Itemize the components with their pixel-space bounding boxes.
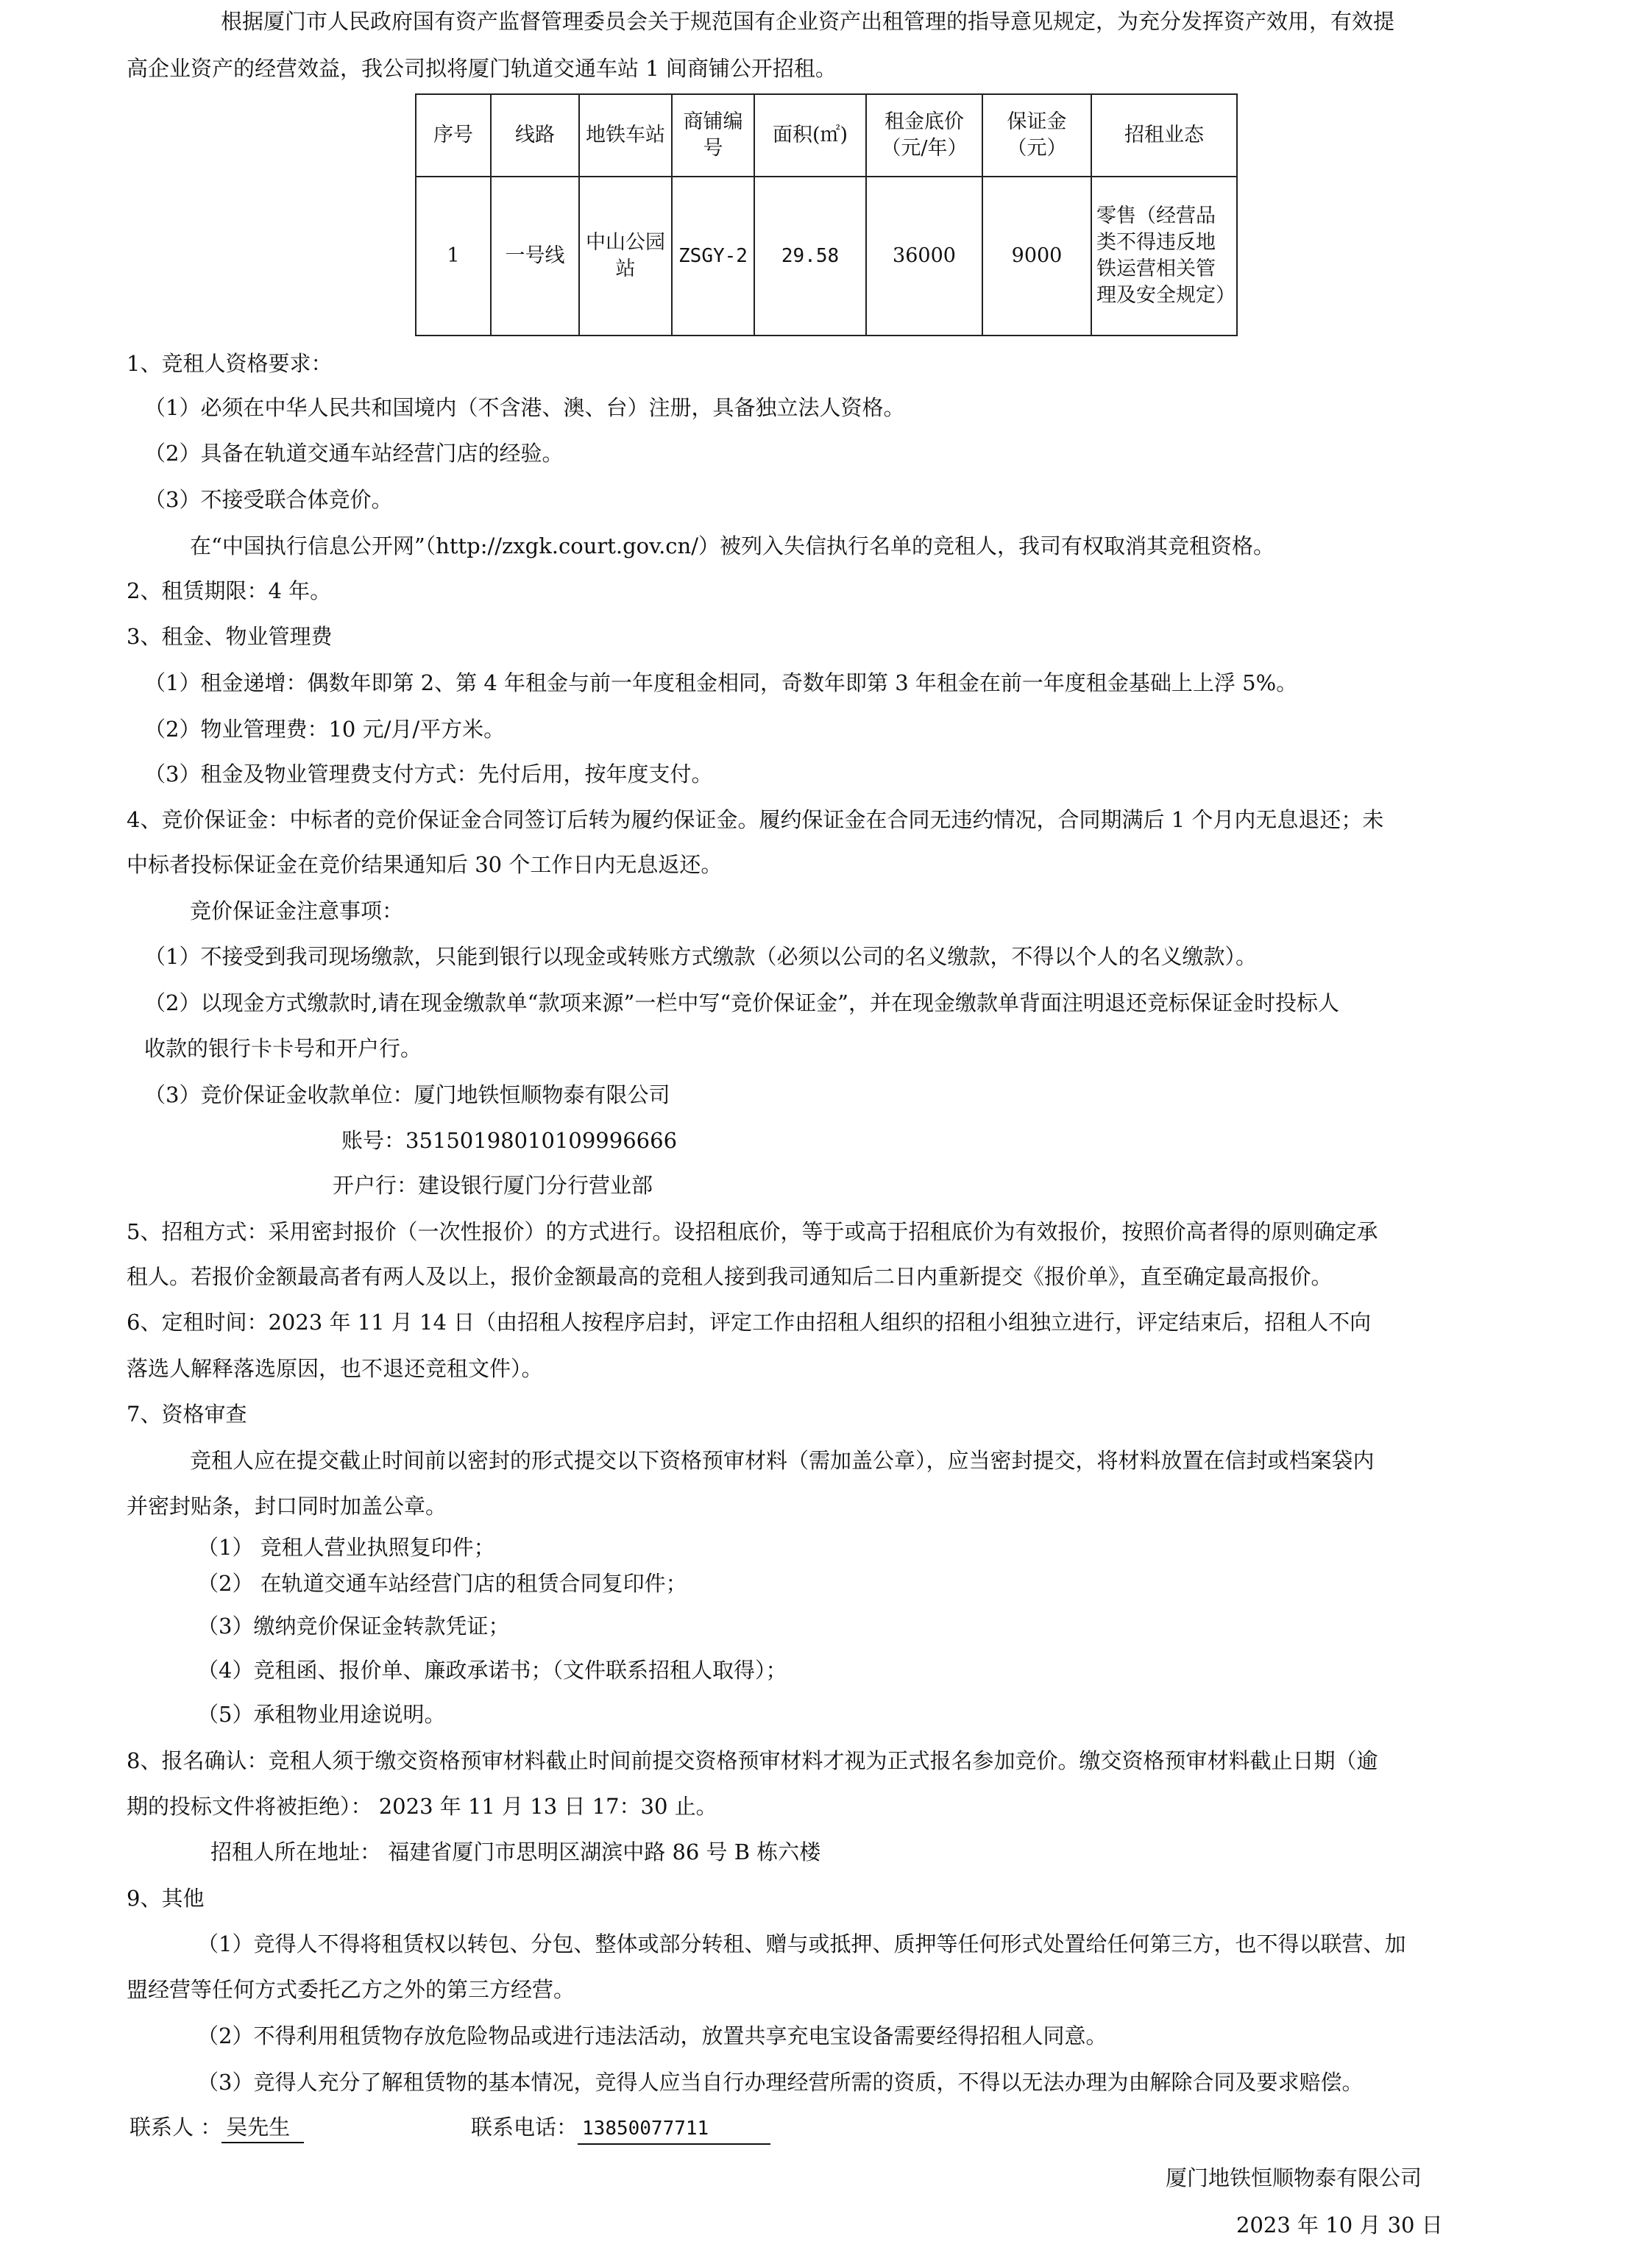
table-header-row [416,94,1237,177]
contact-person-label: 联系人 ： [130,2115,222,2140]
section-7-title: 7、资格审查 [127,1402,247,1427]
section-8-line-1: 8、报名确认：竞租人须于缴交资格预审材料截止时间前提交资格预审材料才视为正式报名参加竞价。缴交资格预审材料截止日期（逾 [127,1748,1378,1773]
section-1-item-1: （1）必须在中华人民共和国境内（不含港、澳、台）注册，具备独立法人资格。 [144,395,905,420]
header-station: 地铁车站 [579,94,672,177]
bank-branch: 开户行：建设银行厦门分行营业部 [333,1173,653,1198]
section-9-item-2: （2）不得利用租赁物存放危险物品或进行违法活动，放置共享充电宝设备需要经得招租人同意。 [197,2023,1107,2048]
section-3-item-2: （2）物业管理费：10 元/月/平方米。 [144,717,506,742]
header-deposit: 保证金（元） [982,94,1091,177]
header-area: 面积(㎡) [754,94,866,177]
account-number: 账号：35150198010109996666 [341,1128,678,1153]
cell-index: 1 [416,177,491,336]
section-9-item-3: （3）竞得人充分了解租赁物的基本情况，竞得人应当自行办理经营所需的资质，不得以无法办理为由解除合同及要求赔偿。 [197,2070,1364,2095]
header-base-rent: 租金底价（元/年） [866,94,982,177]
table-row [416,177,1237,336]
cell-station: 中山公园站 [579,177,672,336]
section-2-title: 2、租赁期限：4 年。 [127,578,332,603]
cell-area: 29.58 [754,177,866,336]
section-3-item-3: （3）租金及物业管理费支付方式：先付后用，按年度支付。 [144,762,713,787]
header-index: 序号 [416,94,491,177]
contact-phone: 13850077711 [578,2114,770,2145]
section-6-line-2: 落选人解释落选原因，也不退还竞租文件）。 [127,1356,543,1381]
header-shop-code: 商铺编号 [672,94,754,177]
section-7-line-2: 并密封贴条，封口同时加盖公章。 [127,1494,447,1519]
section-5-line-2: 租人。若报价金额最高者有两人及以上，报价金额最高的竞租人接到我司通知后二日内重新提交《报价单》，直至确定最高报价。 [127,1264,1333,1289]
section-4-line-2: 中标者投标保证金在竞价结果通知后 30 个工作日内无息返还。 [127,852,723,877]
cell-business-type: 零售（经营品类不得违反地铁运营相关管理及安全规定） [1091,177,1237,336]
header-business-type: 招租业态 [1091,94,1237,177]
section-1-item-2: （2）具备在轨道交通车站经营门店的经验。 [144,441,564,466]
section-1-title: 1、竞租人资格要求： [127,351,333,376]
contact-phone-line [471,2112,770,2145]
header-line: 线路 [491,94,579,177]
deposit-note-1: （1）不接受到我司现场缴款，只能到银行以现金或转账方式缴款（必须以公司的名义缴款，不得以个人的名义缴款）。 [144,944,1257,969]
section-9-item-1-line-1: （1）竞得人不得将租赁权以转包、分包、整体或部分转租、赠与或抵押、质押等任何形式处置给任何第三方，也不得以联营、加 [197,1931,1406,1956]
material-item-2: （2） 在轨道交通车站经营门店的租赁合同复印件； [197,1571,687,1596]
section-7-line-1: 竞租人应在提交截止时间前以密封的形式提交以下资格预审材料（需加盖公章），应当密封提交，将材料放置在信封或档案袋内 [190,1448,1375,1473]
contact-line [130,2112,304,2143]
cell-base-rent: 36000 [866,177,982,336]
section-9-title: 9、其他 [127,1886,205,1911]
lessor-address: 招租人所在地址： 福建省厦门市思明区湖滨中路 86 号 B 栋六楼 [210,1839,821,1864]
deposit-note-2-line-1: （2）以现金方式缴款时,请在现金缴款单“款项来源”一栏中写“竞价保证金”，并在现金缴款单背面注明退还竞标保证金时投标人 [144,990,1339,1015]
signature-company: 厦门地铁恒顺物泰有限公司 [1166,2165,1422,2190]
cell-shop-code: ZSGY-2 [672,177,754,336]
section-1-item-3: （3）不接受联合体竞价。 [144,487,393,512]
material-item-4: （4）竞租函、报价单、廉政承诺书；（文件联系招租人取得）； [197,1658,787,1683]
section-3-title: 3、租金、物业管理费 [127,624,333,649]
section-5-line-1: 5、招租方式：采用密封报价（一次性报价）的方式进行。设招租底价，等于或高于招租底价为有效报价，按照价高者得的原则确定承 [127,1219,1378,1244]
signature-date: 2023 年 10 月 30 日 [1236,2212,1443,2237]
section-6-line-1: 6、定租时间：2023 年 11 月 14 日（由招租人按程序启封，评定工作由招租人组织的招租小组独立进行，评定结束后，招租人不向 [127,1310,1372,1335]
contact-person: 吴先生 [221,2112,304,2143]
deposit-notes-title: 竞价保证金注意事项： [190,898,404,923]
lease-table [415,93,1238,336]
cell-deposit: 9000 [982,177,1091,336]
cell-line: 一号线 [491,177,579,336]
section-4-line-1: 4、竞价保证金：中标者的竞价保证金合同签订后转为履约保证金。履约保证金在合同无违约情况，合同期满后 1 个月内无息退还；未 [127,807,1384,832]
section-9-item-1-line-2: 盟经营等任何方式委托乙方之外的第三方经营。 [127,1977,575,2002]
material-item-5: （5）承租物业用途说明。 [197,1702,446,1727]
intro-line-1: 根据厦门市人民政府国有资产监督管理委员会关于规范国有企业资产出租管理的指导意见规定，为充分发挥资产效用，有效提 [221,9,1395,34]
deposit-note-2-line-2: 收款的银行卡卡号和开户行。 [144,1036,422,1061]
contact-phone-label: 联系电话： [471,2115,578,2140]
material-item-1: （1） 竞租人营业执照复印件； [197,1535,495,1560]
section-3-item-1: （1）租金递增：偶数年即第 2、第 4 年租金与前一年度租金相同，奇数年即第 3 年租金在前一年度租金基础上上浮 5%。 [144,670,1298,695]
intro-line-2: 高企业资产的经营效益，我公司拟将厦门轨道交通车站 1 间商铺公开招租。 [127,56,837,81]
section-8-line-2: 期的投标文件将被拒绝）： 2023 年 11 月 13 日 17：30 止。 [127,1794,717,1819]
deposit-note-3: （3）竞价保证金收款单位：厦门地铁恒顺物泰有限公司 [144,1082,670,1107]
section-1-note: 在“中国执行信息公开网”（http://zxgk.court.gov.cn/）被列入失信执行名单的竞租人，我司有权取消其竞租资格。 [190,533,1275,558]
material-item-3: （3）缴纳竞价保证金转款凭证； [197,1614,510,1639]
